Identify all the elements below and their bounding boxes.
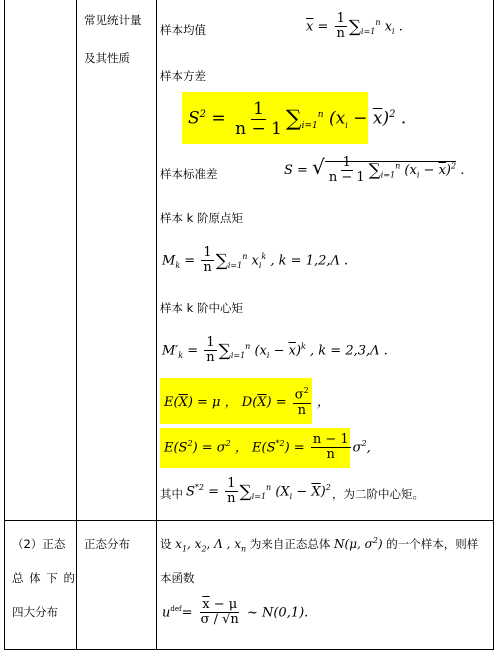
second-central-moment-formula: $S^{*2}$ = $\frac{1}{n}$ $\sum_{i=1}^n$ $(X_i - \overline{X})^2$ xyxy=(186,476,331,507)
where-label: 其中 xyxy=(160,487,183,501)
sample-std-label: 样本标准差 xyxy=(160,167,218,181)
central-moment-label: 样本 k 阶中心矩 xyxy=(160,301,243,315)
intro-line2: 本函数 xyxy=(160,571,195,585)
table-border-bottom xyxy=(4,649,494,650)
raw-moment-label: 样本 k 阶原点矩 xyxy=(160,211,243,225)
normal-distribution-label: 正态分布 xyxy=(84,537,130,551)
column-divider-1 xyxy=(76,0,77,650)
section2-label-line2: 总 体 下 的 xyxy=(12,571,76,585)
normal-distribution-intro: 设 $x_1$, $x_2$, Λ , $x_n$ 为来自正态总体 N(μ, $\sigma^2$) 的一个样本，则样 xyxy=(160,536,479,554)
raw-moment-formula: $M_k$ = $\frac{1}{n}$ $\sum_{i=1}^n$ $x_i^k$ , k = 1,2,Λ . xyxy=(162,245,349,276)
sample-variance-expectation-formula: $E(S^2) = \sigma^2$ ， $E(S^{*2})$ = $\frac{n - 1}{n}$ $\sigma^2$, xyxy=(164,432,371,463)
intro-post: 的一个样本，则样 xyxy=(386,537,479,551)
sample-mean-label: 样本均值 xyxy=(160,23,206,37)
table-border-right xyxy=(493,0,494,650)
expectation-variance-formula: $E(\overline{X}) = \mu$ ， $D(\overline{X})$ = $\frac{\sigma^2}{n}$ ， xyxy=(164,386,330,418)
section1-label-line1: 常见统计量 xyxy=(84,13,142,27)
sample-mean-formula: $\overline{x}$ = $\frac{1}{n}$ $\sum_{i=1}^n$ $x_i$ . xyxy=(306,11,403,42)
second-central-moment-text: ，为二阶中心矩。 xyxy=(332,487,424,501)
statistics-table xyxy=(4,0,494,650)
table-border-left xyxy=(4,0,5,650)
sample-variance-label: 样本方差 xyxy=(160,69,206,83)
sample-std-formula: S = √ $\frac{1}{n - 1}$ $\sum_{i=1}^n$ $(x_i - \overline{x})^2$ . xyxy=(284,154,465,185)
sample-variance-formula: $S^2$ = $\frac{1}{n - 1}$ $\sum_{i=1}^n$ $(x_i - \overline{x})^2$ . xyxy=(188,99,407,139)
section2-label-line1: （2）正态 xyxy=(12,537,66,551)
row-divider xyxy=(4,520,494,521)
section1-label-line2: 及其性质 xyxy=(84,51,130,65)
central-moment-formula: $M'_k$ = $\frac{1}{n}$ $\sum_{i=1}^n$ $(x_i - \overline{x})^k$ , k = 2,3,Λ . xyxy=(162,335,388,366)
intro-pre: 设 xyxy=(160,537,172,551)
column-divider-2 xyxy=(156,0,157,650)
standardized-statistic-formula: $u^{def}=$ $\frac{\overline{x} - \mu}{\sigma / √n}$ ~ N(0,1). xyxy=(162,597,309,628)
section2-label-line3: 四大分布 xyxy=(12,605,58,619)
intro-mid: 为来自正态总体 xyxy=(249,537,331,551)
